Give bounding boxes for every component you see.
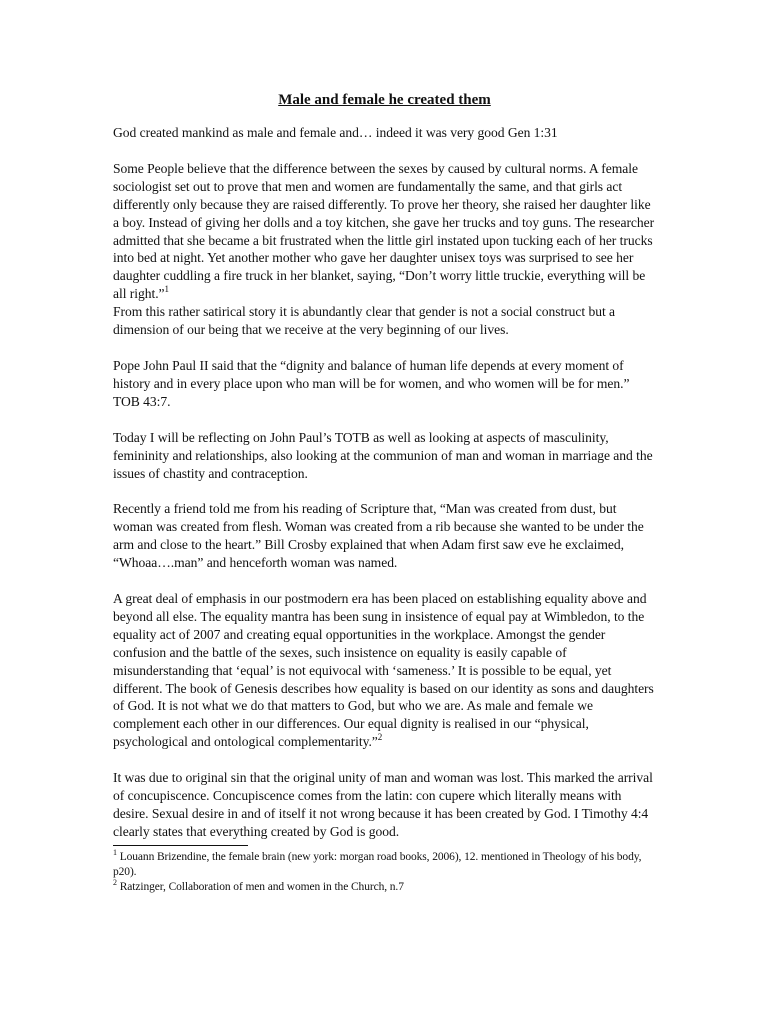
paragraph-john-paul: Pope John Paul II said that the “dignity and balance of human life depends at every moment of history and in every place upon who man will be for women, and who women will be for men.” TOB 43:7. <box>113 357 630 409</box>
paragraph-equality <box>113 590 656 751</box>
footnote-text: Ratzinger, Collaboration of men and women in the Church, n.7 <box>119 880 404 893</box>
footnote-ref-2[interactable]: 2 <box>377 731 383 742</box>
paragraph-text: Some People believe that the difference between the sexes by caused by cultural norms. A female sociologist set out to prove that men and women are fundamentally the same, and that girls act differently only because they are raised differently. To prove her theory, she raised her daughter like a boy. Instead of giving her dolls and a toy kitchen, she gave her trucks and toy guns. The researcher admitted that she became a bit frustrated when the little girl instated upon tucking each of her trucks into bed at night. Yet another mother who gave her daughter unisex toys was surprised to see her daughter cuddling a fire truck in her blanket, saying, “Don’t worry little truckie, everything will be all right.” <box>113 160 655 302</box>
paragraph-intro: God created mankind as male and female and… indeed it was very good Gen 1:31 <box>113 125 558 140</box>
footnote-ref-1[interactable]: 1 <box>164 283 169 294</box>
paragraph-friend: Recently a friend told me from his reading of Scripture that, “Man was created from dust, but woman was created from flesh. Woman was created from a rib because she wanted to be under the arm and close to the heart.” Bill Crosby explained that when Adam first saw eve he exclaimed, “Whoaa….man” and henceforth woman was named. <box>113 501 644 571</box>
footnote-separator <box>113 845 248 846</box>
footnote-mark: 2 <box>113 877 117 887</box>
paragraph-original-sin: It was due to original sin that the original unity of man and woman was lost. This marked the arrival of concupiscence. Concupiscence comes from the latin: con cupere which literally means with desire. Sexual desire in and of itself it not wrong because it has been created by God. I Timothy 4:4 clearly states that everything created by God is good. <box>113 770 653 839</box>
paragraph-sociologist <box>113 160 656 303</box>
footnote-2 <box>113 877 656 895</box>
footnote-mark: 1 <box>113 847 117 857</box>
footnote-text: Louann Brizendine, the female brain (new york: morgan road books, 2006), 12. mentioned in Theology of his body, p20). <box>113 850 642 878</box>
paragraph-satirical: From this rather satirical story it is abundantly clear that gender is not a social construct but a dimension of our being that we receive at the very beginning of our lives. <box>113 304 616 338</box>
footnote-1 <box>113 847 656 880</box>
paragraph-today: Today I will be reflecting on John Paul’s TOTB as well as looking at aspects of masculinity, femininity and relationships, also looking at the communion of man and woman in marriage and the issues of chastity and contraception. <box>113 429 653 481</box>
document-title: Male and female he created them <box>278 92 491 108</box>
paragraph-text: A great deal of emphasis in our postmodern era has been placed on establishing equality above and beyond all else. The equality mantra has been sung in insistence of equal pay at Wimbledon, to the equality act of 2007 and creating equal opportunities in the workplace. Amongst the gender confusion and the battle of the sexes, such insistence on equality is easily capable of misunderstanding that ‘equal’ is not equivocal with ‘sameness.’ It is possible to be equal, yet different. The book of Genesis describes how equality is based on our identity as sons and daughters of God. It is not what we do that matters to God, but who we are. As male and female we complement each other in our differences. Our equal dignity is realised in our “physical, psychological and ontological complementarity.” <box>113 591 654 750</box>
